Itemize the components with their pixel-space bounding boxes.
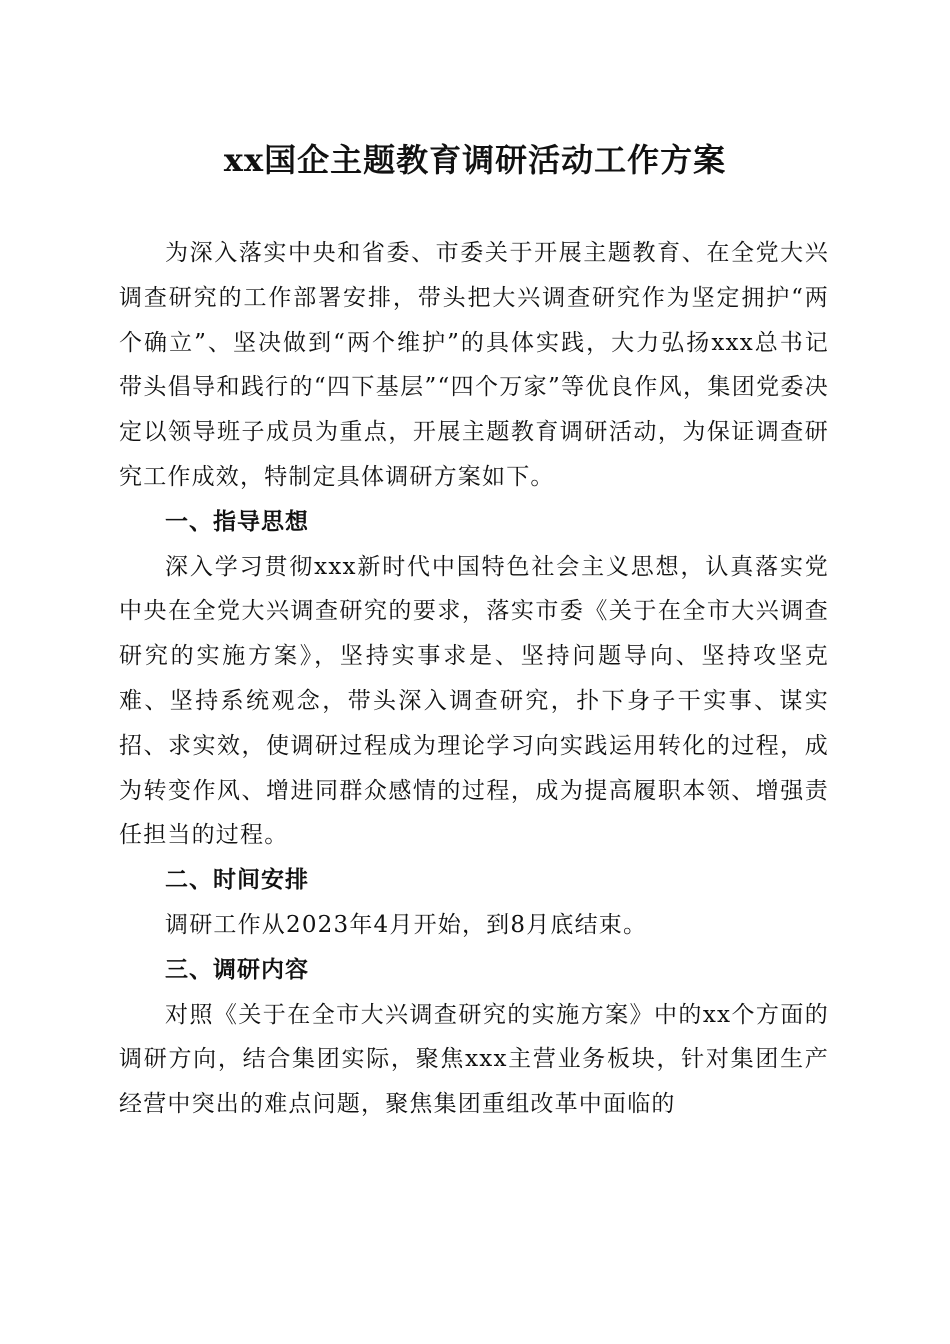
document-title: xx国企主题教育调研活动工作方案 bbox=[223, 141, 727, 179]
document-body bbox=[119, 231, 829, 1127]
section-body-schedule: 调研工作从2023年4月开始，到8月底结束。 bbox=[165, 911, 648, 938]
section-heading-research-content: 三、调研内容 bbox=[165, 956, 309, 983]
section-body-research-content: 对照《关于在全市大兴调查研究的实施方案》中的xx个方面的调研方向，结合集团实际，聚焦xxx主营业务板块，针对集团生产经营中突出的难点问题，聚焦集团重组改革中面临的 bbox=[119, 1001, 829, 1118]
section-heading-schedule: 二、时间安排 bbox=[165, 867, 309, 894]
section-heading-guiding-thought: 一、指导思想 bbox=[165, 508, 309, 535]
intro-paragraph: 为深入落实中央和省委、市委关于开展主题教育、在全党大兴调查研究的工作部署安排，带头把大兴调查研究作为坚定拥护“两个确立”、坚决做到“两个维护”的具体实践，大力弘扬xxx总书记带头倡导和践行的“四下基层”“四个万家”等优良作风，集团党委决定以领导班子成员为重点，开展主题教育调研活动，为保证调查研究工作成效，特制定具体调研方案如下。 bbox=[119, 240, 829, 490]
section-body-guiding-thought: 深入学习贯彻xxx新时代中国特色社会主义思想，认真落实党中央在全党大兴调查研究的要求，落实市委《关于在全市大兴调查研究的实施方案》，坚持实事求是、坚持问题导向、坚持攻坚克难、坚持系统观念，带头深入调查研究，扑下身子干实事、谋实招、求实效，使调研过程成为理论学习向实践运用转化的过程，成为转变作风、增进同群众感情的过程，成为提高履职本领、增强责任担当的过程。 bbox=[119, 553, 829, 849]
